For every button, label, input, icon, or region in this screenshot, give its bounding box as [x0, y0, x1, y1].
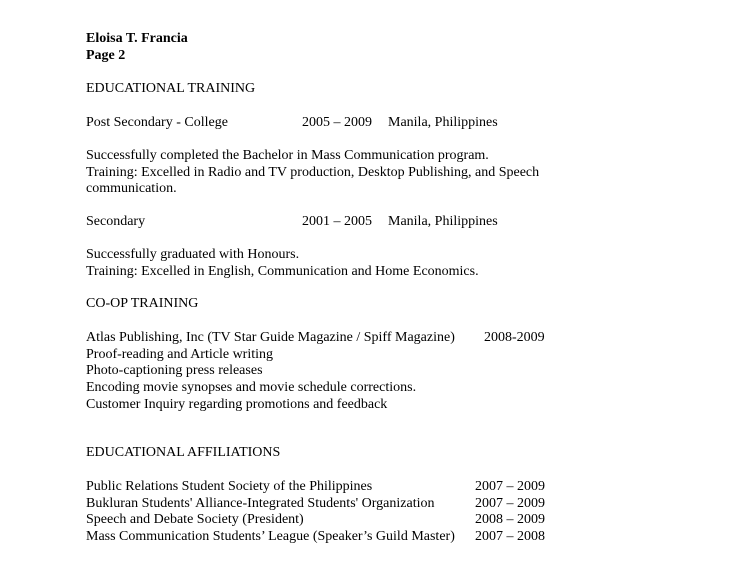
affiliation-name: Mass Communication Students’ League (Speaker’s Guild Master)	[86, 529, 455, 544]
education-level: Secondary	[86, 214, 146, 229]
coop-heading: CO-OP TRAINING	[86, 296, 199, 311]
affiliation-years: 2008 – 2009	[475, 512, 545, 527]
education-detail: Training: Excelled in Radio and TV production, Desktop Publishing, and Speech	[86, 165, 540, 180]
coop-duty: Encoding movie synopses and movie schedule corrections.	[86, 380, 417, 395]
education-location: Manila, Philippines	[388, 214, 498, 229]
affiliation-years: 2007 – 2009	[475, 496, 545, 511]
education-detail: Successfully completed the Bachelor in Mass Communication program.	[86, 148, 489, 163]
education-detail: Training: Excelled in English, Communication and Home Economics.	[86, 264, 479, 279]
affiliation-name: Public Relations Student Society of the Philippines	[86, 479, 373, 494]
affiliations-heading: EDUCATIONAL AFFILIATIONS	[86, 445, 281, 460]
education-years: 2005 – 2009	[302, 115, 372, 130]
affiliation-name: Speech and Debate Society (President)	[86, 512, 304, 527]
affiliation-name: Bukluran Students' Alliance-Integrated Students' Organization	[86, 496, 435, 511]
candidate-name: Eloisa T. Francia	[86, 31, 188, 46]
education-heading: EDUCATIONAL TRAINING	[86, 81, 256, 96]
coop-company: Atlas Publishing, Inc (TV Star Guide Magazine / Spiff Magazine)	[86, 330, 455, 345]
coop-years: 2008-2009	[484, 330, 545, 345]
education-detail: Successfully graduated with Honours.	[86, 247, 300, 262]
education-detail: communication.	[86, 181, 177, 196]
page-number: Page 2	[86, 48, 126, 63]
affiliation-years: 2007 – 2008	[475, 529, 545, 544]
education-location: Manila, Philippines	[388, 115, 498, 130]
affiliation-years: 2007 – 2009	[475, 479, 545, 494]
coop-duty: Photo-captioning press releases	[86, 363, 263, 378]
education-level: Post Secondary - College	[86, 115, 228, 130]
education-years: 2001 – 2005	[302, 214, 372, 229]
coop-duty: Proof-reading and Article writing	[86, 347, 274, 362]
coop-duty: Customer Inquiry regarding promotions and feedback	[86, 397, 388, 412]
